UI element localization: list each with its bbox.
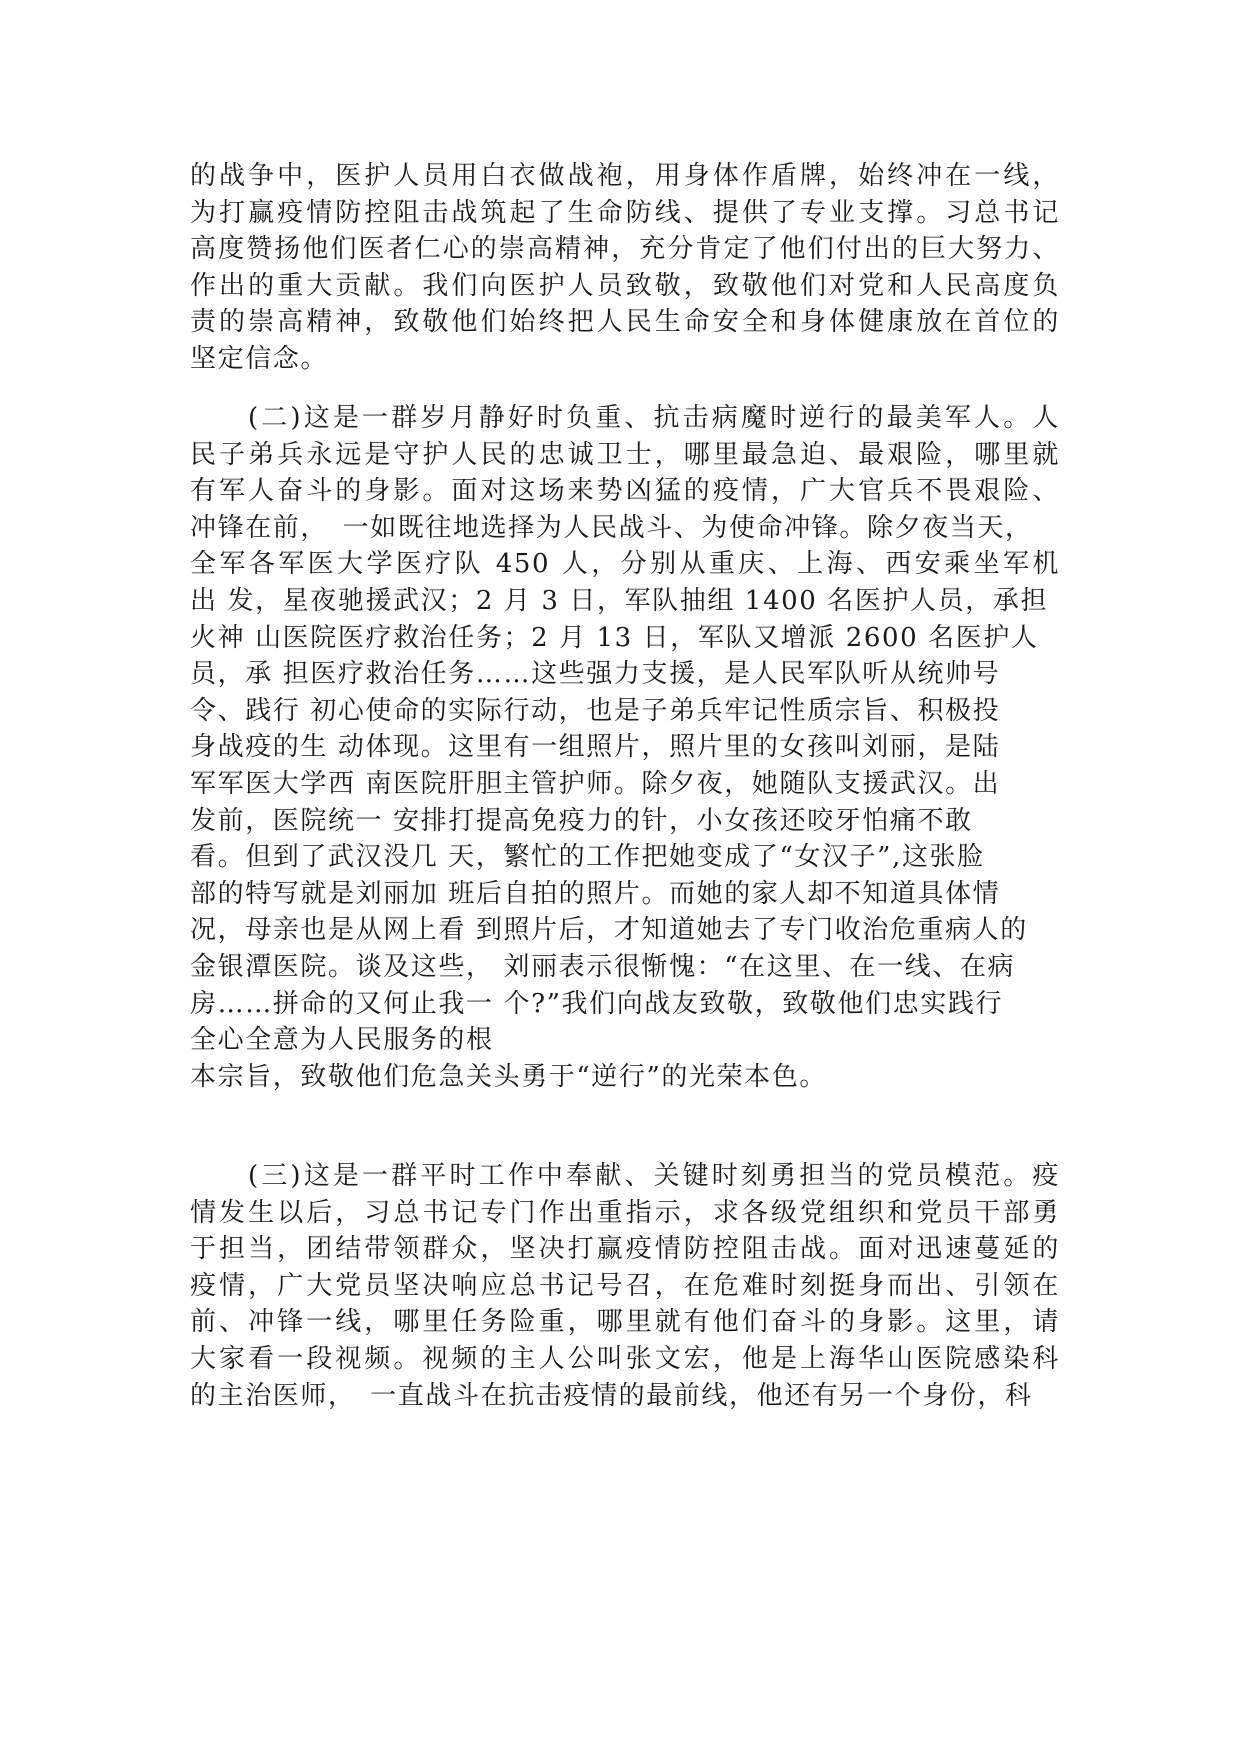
text-line: 员，承 担医疗救治任务……这些强力支援，是人民军队听从统帅号 [190, 659, 1001, 690]
text-line: (三)这是一群平时工作中奉献、关键时刻勇担当的党员模范。疫 [248, 1161, 1060, 1191]
text-line: 本宗旨，致敬他们危急关头勇于“逆行”的光荣本色。 [190, 1061, 827, 1092]
text-line: 有军人奋斗的身影。面对这场来势凶猛的疫情，广大官兵不畏艰险、 [190, 476, 1060, 507]
text-line: 看。但到了武汉没几 天，繁忙的工作把她变成了“女汉子”,这张脸 [190, 842, 985, 873]
paragraph-1 [190, 158, 1060, 378]
text-line: 的战争中，医护人员用白衣做战袍，用身体作盾牌，始终冲在一线， [190, 161, 1060, 191]
text-line: 金银潭医院。谈及这些， 刘丽表示很惭愧：“在这里、在一线、在病 [190, 951, 1016, 982]
text-line: 况，母亲也是从网上看 到照片后，才知道她去了专门收治危重病人的 [190, 915, 1028, 946]
text-line: 为打赢疫情防控阻击战筑起了生命防线、提供了专业支撑。习总书记 [190, 197, 1060, 228]
text-line: 火神 山医院医疗救治任务；2 月 13 日，军队又增派 2600 名医护人 [190, 622, 1039, 653]
text-line: 大家看一段视频。视频的主人公叫张文宏，他是上海华山医院感染科 [190, 1343, 1060, 1374]
text-line: 出 发，星夜驰援武汉；2 月 3 日，军队抽组 1400 名医护人员，承担 [190, 585, 1049, 616]
text-line: 全军各军医大学医疗队 450 人，分别从重庆、上海、西安乘坐军机 [190, 549, 1060, 580]
text-line: 全心全意为人民服务的根 [190, 1025, 494, 1056]
text-line: 作出的重大贡献。我们向医护人员致敬，致敬他们对党和人民高度负 [190, 270, 1060, 301]
text-line: 部的特写就是刘丽加 班后自拍的照片。而她的家人却不知道具体情 [190, 878, 1001, 909]
text-line: 身战疫的生 动体现。这里有一组照片，照片里的女孩叫刘丽，是陆 [190, 732, 1001, 763]
text-line: 坚定信念。 [190, 343, 329, 374]
text-line: 的主治医师， 一直战斗在抗击疫情的最前线，他还有另一个身份，科 [190, 1380, 1033, 1411]
text-line: 责的崇高精神，致敬他们始终把人民生命安全和身体健康放在首位的 [190, 307, 1060, 338]
text-line: 房……拼命的又何止我一 个?”我们向战友致敬，致敬他们忠实践行 [190, 988, 1004, 1019]
text-line: 前、冲锋一线，哪里任务险重，哪里就有他们奋斗的身影。这里，请 [190, 1307, 1060, 1338]
text-line: 军军医大学西 南医院肝胆主管护师。除夕夜，她随队支援武汉。出 [190, 768, 1001, 799]
text-line: 于担当，团结带领群众，坚决打赢疫情防控阻击战。面对迅速蔓延的 [190, 1234, 1060, 1265]
text-line: 发前，医院统一 安排打提高免疫力的针，小女孩还咬牙怕痛不敢 [190, 805, 973, 836]
text-line: 民子弟兵永远是守护人民的忠诚卫士，哪里最急迫、最艰险，哪里就 [190, 439, 1060, 470]
paragraph-3 [190, 1158, 1060, 1414]
text-line: 令、践行 初心使命的实际行动，也是子弟兵牢记性质宗旨、积极投 [190, 695, 1001, 726]
text-line: (二)这是一群岁月静好时负重、抗击病魔时逆行的最美军人。人 [248, 403, 1060, 433]
text-line: 高度赞扬他们医者仁心的崇高精神，充分肯定了他们付出的巨大努力、 [190, 234, 1060, 265]
text-line: 情发生以后，习总书记专门作出重指示，求各级党组织和党员干部勇 [190, 1197, 1060, 1228]
paragraph-2 [190, 400, 1060, 1095]
text-line: 冲锋在前， 一如既往地选择为人民战斗、为使命冲锋。除夕夜当天， [190, 512, 1033, 543]
text-line: 疫情，广大党员坚决响应总书记号召，在危难时刻挺身而出、引领在 [190, 1270, 1060, 1301]
